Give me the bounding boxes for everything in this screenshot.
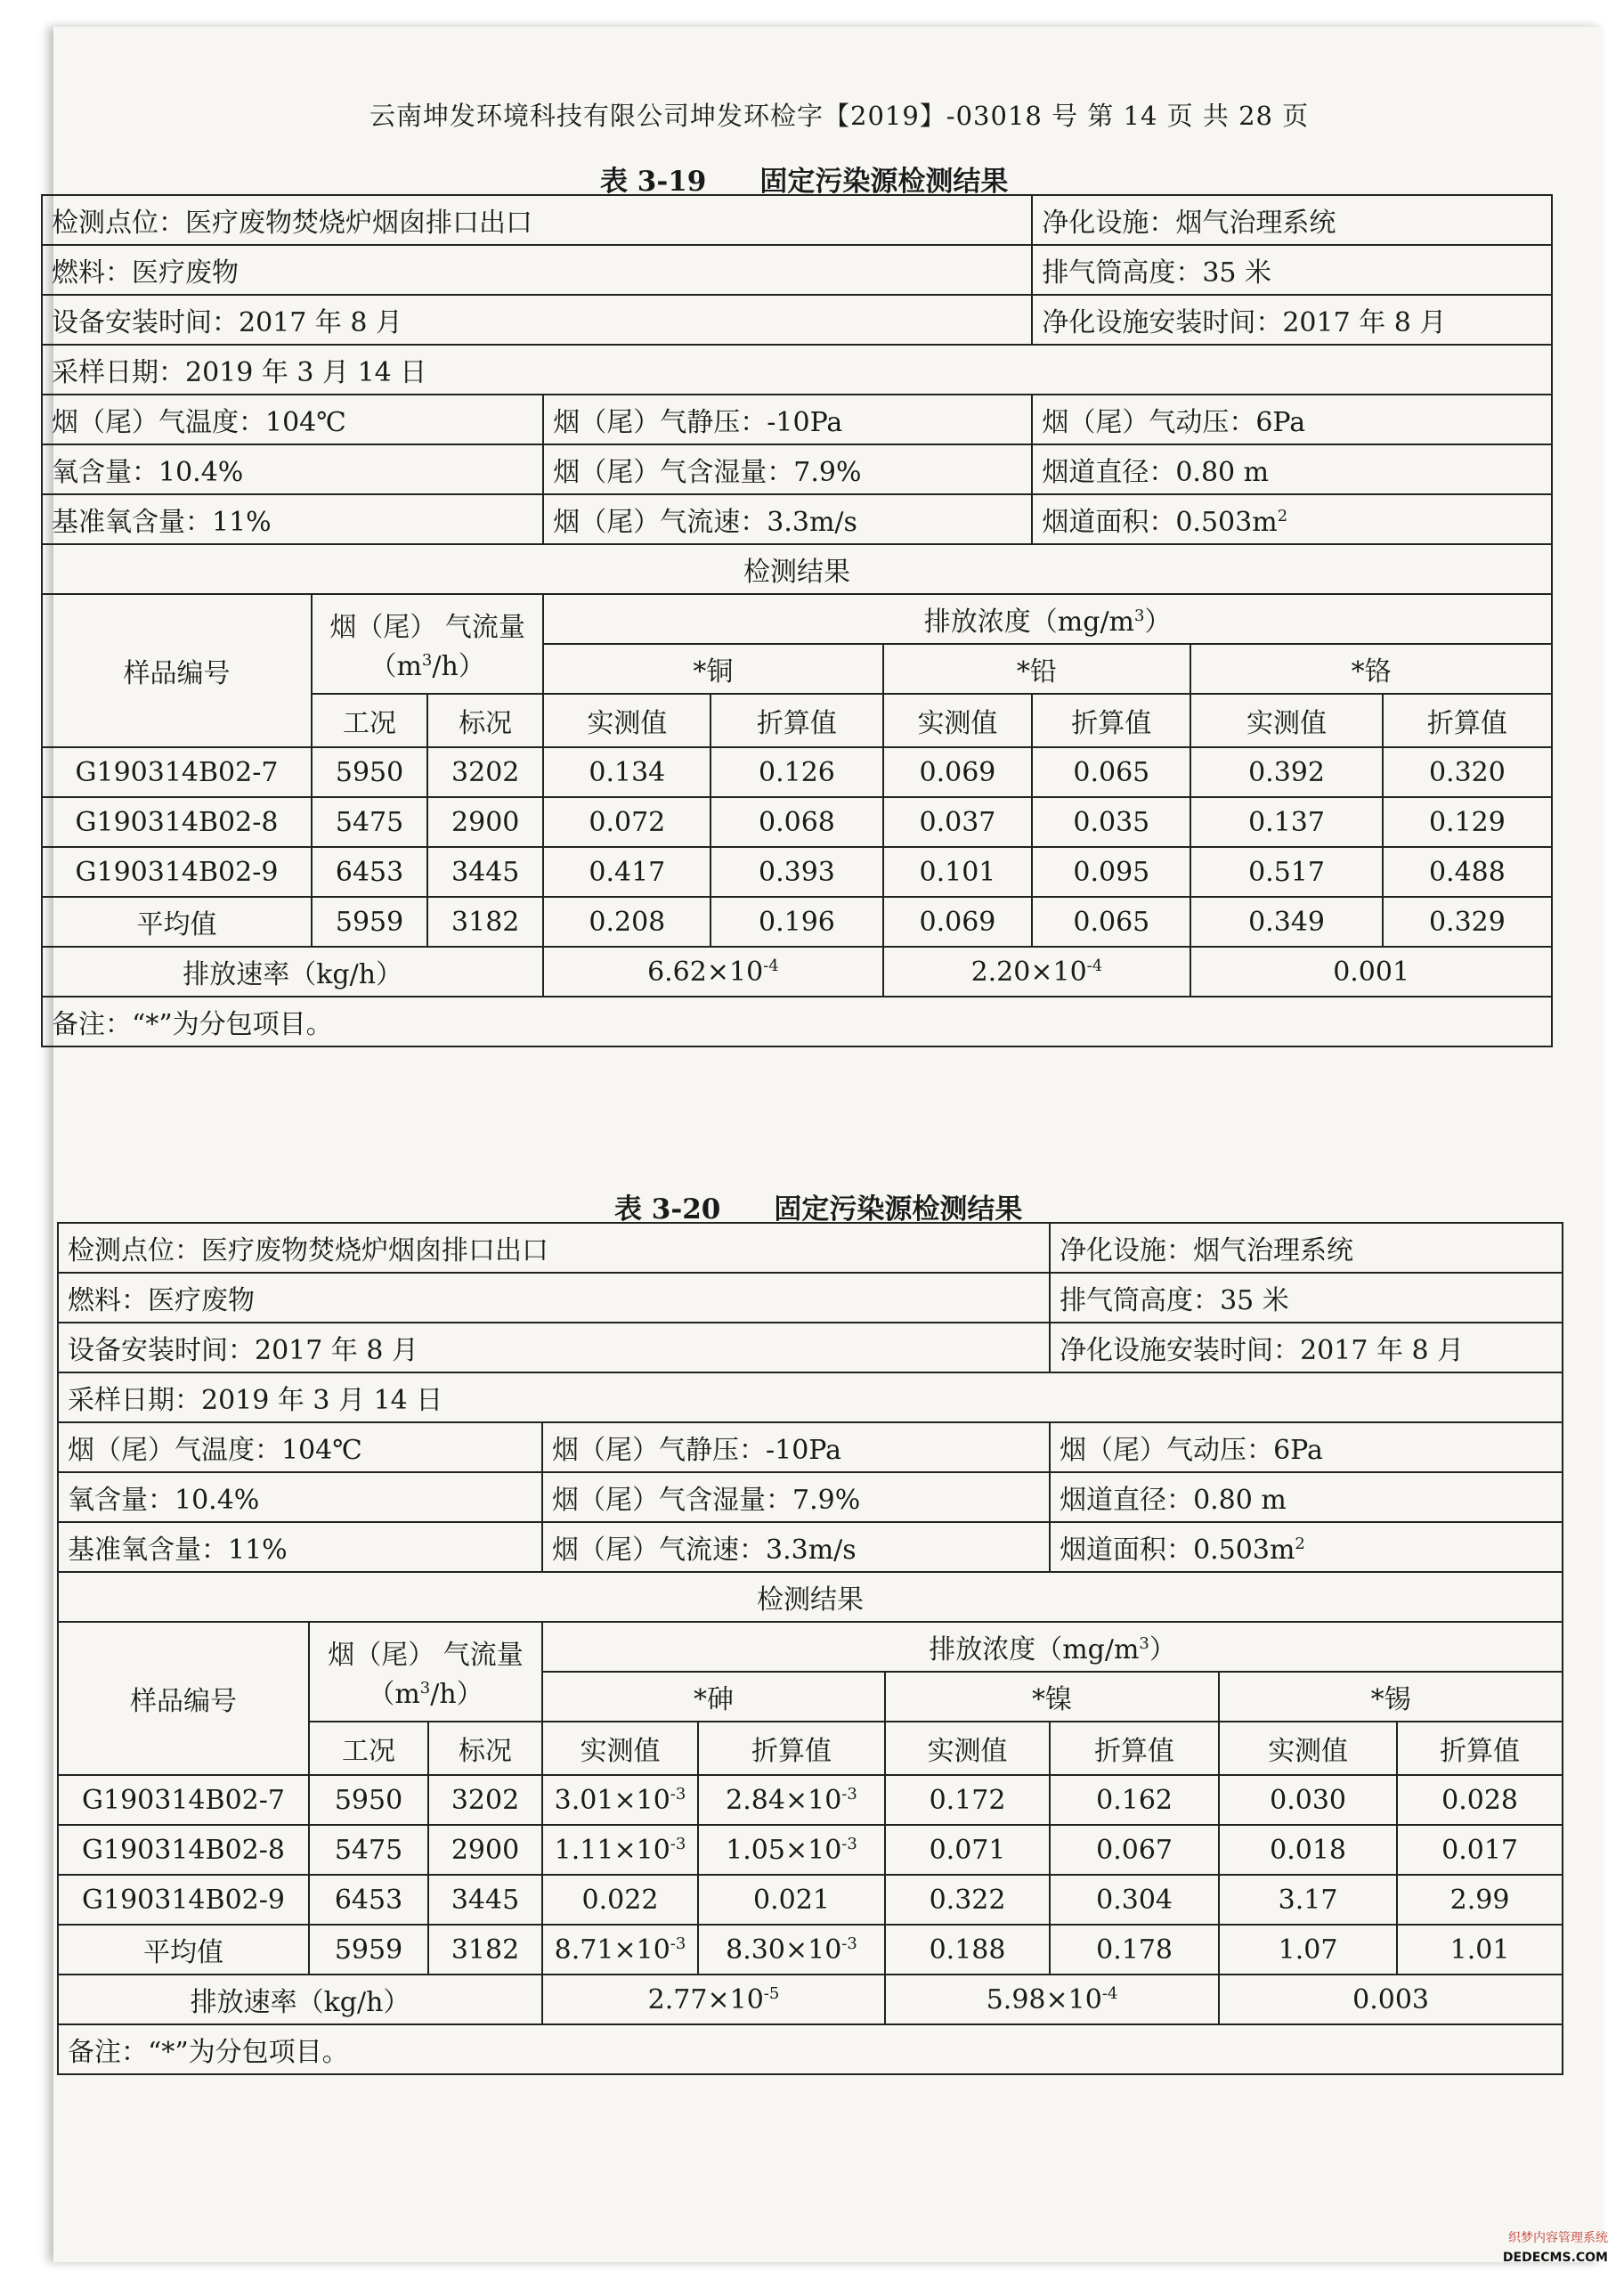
rate-row bbox=[58, 1975, 1563, 2024]
converted-header: 折算值 bbox=[1050, 1722, 1219, 1775]
info-stack-height: 排气筒高度：35 米 bbox=[1050, 1273, 1563, 1323]
sample-id-cell: G190314B02-8 bbox=[58, 1825, 309, 1875]
sample-id-cell: 平均值 bbox=[58, 1925, 309, 1975]
value-cell: 0.068 bbox=[710, 797, 882, 847]
pollutant-header: *砷 bbox=[542, 1672, 885, 1722]
value-cell: 0.035 bbox=[1032, 797, 1190, 847]
info-static-pressure: 烟（尾）气静压：-10Pa bbox=[542, 1422, 1050, 1472]
value-cell: 0.126 bbox=[710, 747, 882, 797]
info-equip-time: 设备安装时间：2017 年 8 月 bbox=[58, 1323, 1050, 1372]
value-cell: 0.065 bbox=[1032, 897, 1190, 947]
info-row bbox=[58, 1273, 1563, 1323]
flow-cell: 5475 bbox=[309, 1825, 428, 1875]
info-gas-temp: 烟（尾）气温度：104℃ bbox=[42, 395, 543, 444]
col-flow-header: 烟（尾） 气流量 $(m^3/h)$ bbox=[309, 1622, 542, 1722]
info-stack-height: 排气筒高度：35 米 bbox=[1032, 245, 1552, 295]
watermark-logo: 织梦内容管理系统 DEDECMS.COM bbox=[1502, 2231, 1608, 2265]
measured-header: 实测值 bbox=[543, 694, 710, 747]
sample-id-cell: G190314B02-7 bbox=[42, 747, 312, 797]
info-row bbox=[58, 1472, 1563, 1522]
info-flue-area: 烟道面积：$0.503m^2$ bbox=[1050, 1522, 1563, 1572]
value-cell: 0.017 bbox=[1397, 1825, 1563, 1875]
measured-header: 实测值 bbox=[1219, 1722, 1397, 1775]
value-cell: 0.021 bbox=[698, 1875, 885, 1925]
value-cell: 0.322 bbox=[885, 1875, 1050, 1925]
info-humidity: 烟（尾）气含湿量：7.9% bbox=[542, 1472, 1050, 1522]
value-cell: 0.349 bbox=[1190, 897, 1383, 947]
rate-value: $2.20\times 10^{-4}$ bbox=[883, 947, 1191, 997]
flow-cell: 6453 bbox=[312, 847, 427, 897]
flow-cell: 5959 bbox=[309, 1925, 428, 1975]
info-row bbox=[58, 1323, 1563, 1372]
sample-id-cell: G190314B02-8 bbox=[42, 797, 312, 847]
value-cell: 0.517 bbox=[1190, 847, 1383, 897]
info-base-oxygen: 基准氧含量：11% bbox=[58, 1522, 542, 1572]
flow-cell: 3182 bbox=[427, 897, 543, 947]
info-base-oxygen: 基准氧含量：11% bbox=[42, 494, 543, 544]
flow-cell: 6453 bbox=[309, 1875, 428, 1925]
value-cell: $8.71\times 10^{-3}$ bbox=[542, 1925, 698, 1975]
pollutant-header: *铬 bbox=[1190, 644, 1552, 694]
converted-header: 折算值 bbox=[710, 694, 882, 747]
monitoring-table bbox=[41, 194, 1553, 1047]
measured-header: 实测值 bbox=[883, 694, 1033, 747]
value-cell: 0.162 bbox=[1050, 1775, 1219, 1825]
value-cell: $8.30\times 10^{-3}$ bbox=[698, 1925, 885, 1975]
col-std-header: 标况 bbox=[428, 1722, 542, 1775]
table-caption: 固定污染源检测结果 bbox=[774, 1193, 1023, 1226]
value-cell: 0.134 bbox=[543, 747, 710, 797]
pollutant-header: *铜 bbox=[543, 644, 882, 694]
info-sample-date: 采样日期：2019 年 3 月 14 日 bbox=[42, 345, 1552, 395]
flow-cell: 5950 bbox=[309, 1775, 428, 1825]
table-title bbox=[614, 1186, 1022, 1226]
document-page bbox=[53, 27, 1603, 2262]
info-flue-area: 烟道面积：$0.503m^2$ bbox=[1032, 494, 1552, 544]
flow-cell: 5959 bbox=[312, 897, 427, 947]
info-velocity: 烟（尾）气流速：3.3m/s bbox=[543, 494, 1032, 544]
value-cell: $1.05\times 10^{-3}$ bbox=[698, 1825, 885, 1875]
col-sample-header: 样品编号 bbox=[58, 1622, 309, 1775]
header-row bbox=[58, 1622, 1563, 1672]
rate-value: $6.62\times 10^{-4}$ bbox=[543, 947, 882, 997]
value-cell: 0.069 bbox=[883, 747, 1033, 797]
table-row bbox=[58, 1925, 1563, 1975]
value-cell: $1.11\times 10^{-3}$ bbox=[542, 1825, 698, 1875]
data-rows bbox=[42, 747, 1552, 947]
table-row bbox=[58, 1775, 1563, 1825]
info-static-pressure: 烟（尾）气静压：-10Pa bbox=[543, 395, 1032, 444]
info-row bbox=[42, 345, 1552, 395]
table-row bbox=[42, 747, 1552, 797]
value-cell: 0.188 bbox=[885, 1925, 1050, 1975]
col-conc-header: 排放浓度$(mg/m^3)$ bbox=[542, 1622, 1563, 1672]
info-humidity: 烟（尾）气含湿量：7.9% bbox=[543, 444, 1032, 494]
info-flue-diameter: 烟道直径：0.80 m bbox=[1050, 1472, 1563, 1522]
value-cell: 0.022 bbox=[542, 1875, 698, 1925]
table-caption: 固定污染源检测结果 bbox=[759, 166, 1009, 198]
value-cell: 0.018 bbox=[1219, 1825, 1397, 1875]
flow-cell: 5475 bbox=[312, 797, 427, 847]
value-cell: 0.028 bbox=[1397, 1775, 1563, 1825]
value-cell: 2.99 bbox=[1397, 1875, 1563, 1925]
rate-value: 0.003 bbox=[1219, 1975, 1563, 2024]
pollutant-header: *镍 bbox=[885, 1672, 1219, 1722]
info-row bbox=[42, 444, 1552, 494]
info-sample-date: 采样日期：2019 年 3 月 14 日 bbox=[58, 1372, 1563, 1422]
table-row bbox=[58, 1825, 1563, 1875]
value-cell: 0.178 bbox=[1050, 1925, 1219, 1975]
value-cell: 0.067 bbox=[1050, 1825, 1219, 1875]
sample-id-cell: G190314B02-7 bbox=[58, 1775, 309, 1825]
converted-header: 折算值 bbox=[1032, 694, 1190, 747]
converted-header: 折算值 bbox=[1383, 694, 1552, 747]
table-title bbox=[600, 159, 1008, 199]
data-rows bbox=[58, 1775, 1563, 1975]
info-gas-temp: 烟（尾）气温度：104℃ bbox=[58, 1422, 542, 1472]
value-cell: 0.065 bbox=[1032, 747, 1190, 797]
col-sample-header: 样品编号 bbox=[42, 594, 312, 747]
measured-header: 实测值 bbox=[542, 1722, 698, 1775]
value-cell: 0.417 bbox=[543, 847, 710, 897]
converted-header: 折算值 bbox=[1397, 1722, 1563, 1775]
value-cell: 0.137 bbox=[1190, 797, 1383, 847]
header-row bbox=[42, 594, 1552, 644]
flow-cell: 3202 bbox=[427, 747, 543, 797]
col-std-header: 标况 bbox=[427, 694, 543, 747]
info-oxygen: 氧含量：10.4% bbox=[58, 1472, 542, 1522]
table-row bbox=[42, 897, 1552, 947]
flow-cell: 3202 bbox=[428, 1775, 542, 1825]
info-row bbox=[42, 295, 1552, 345]
value-cell: 0.072 bbox=[543, 797, 710, 847]
col-flow-header: 烟（尾） 气流量 $(m^3/h)$ bbox=[312, 594, 543, 694]
info-row bbox=[58, 1522, 1563, 1572]
value-cell: 0.095 bbox=[1032, 847, 1190, 897]
rate-value: 0.001 bbox=[1190, 947, 1552, 997]
converted-header: 折算值 bbox=[698, 1722, 885, 1775]
measured-header: 实测值 bbox=[885, 1722, 1050, 1775]
info-equip-time: 设备安装时间：2017 年 8 月 bbox=[42, 295, 1032, 345]
table-note: 备注：“*”为分包项目。 bbox=[42, 997, 1552, 1046]
flow-cell: 3445 bbox=[428, 1875, 542, 1925]
info-purify: 净化设施：烟气治理系统 bbox=[1050, 1223, 1563, 1273]
value-cell: 0.196 bbox=[710, 897, 882, 947]
value-cell: $2.84\times 10^{-3}$ bbox=[698, 1775, 885, 1825]
info-row bbox=[42, 395, 1552, 444]
value-cell: 0.329 bbox=[1383, 897, 1552, 947]
value-cell: 0.101 bbox=[883, 847, 1033, 897]
info-row bbox=[42, 245, 1552, 295]
value-cell: 0.172 bbox=[885, 1775, 1050, 1825]
rate-row bbox=[42, 947, 1552, 997]
results-title: 检测结果 bbox=[58, 1572, 1563, 1622]
rate-label: 排放速率（kg/h） bbox=[58, 1975, 542, 2024]
table-row bbox=[42, 797, 1552, 847]
info-oxygen: 氧含量：10.4% bbox=[42, 444, 543, 494]
info-location: 检测点位：医疗废物焚烧炉烟囱排口出口 bbox=[58, 1223, 1050, 1273]
results-title-row bbox=[58, 1572, 1563, 1622]
info-row bbox=[58, 1223, 1563, 1273]
value-cell: 1.01 bbox=[1397, 1925, 1563, 1975]
info-flue-diameter: 烟道直径：0.80 m bbox=[1032, 444, 1552, 494]
col-conc-header: 排放浓度$(mg/m^3)$ bbox=[543, 594, 1552, 644]
rate-value: $5.98\times 10^{-4}$ bbox=[885, 1975, 1219, 2024]
info-fuel: 燃料：医疗废物 bbox=[42, 245, 1032, 295]
col-work-header: 工况 bbox=[309, 1722, 428, 1775]
table-note: 备注：“*”为分包项目。 bbox=[58, 2024, 1563, 2074]
value-cell: 0.304 bbox=[1050, 1875, 1219, 1925]
value-cell: 1.07 bbox=[1219, 1925, 1397, 1975]
value-cell: 0.071 bbox=[885, 1825, 1050, 1875]
info-row bbox=[42, 494, 1552, 544]
value-cell: 0.069 bbox=[883, 897, 1033, 947]
table-number: 表 3-19 bbox=[600, 166, 707, 198]
info-location: 检测点位：医疗废物焚烧炉烟囱排口出口 bbox=[42, 195, 1032, 245]
value-cell: $3.01\times 10^{-3}$ bbox=[542, 1775, 698, 1825]
info-row bbox=[58, 1372, 1563, 1422]
info-row bbox=[42, 195, 1552, 245]
pollutant-header: *锡 bbox=[1219, 1672, 1563, 1722]
results-title-row bbox=[42, 544, 1552, 594]
flow-cell: 2900 bbox=[428, 1825, 542, 1875]
col-work-header: 工况 bbox=[312, 694, 427, 747]
rate-label: 排放速率（kg/h） bbox=[42, 947, 543, 997]
info-velocity: 烟（尾）气流速：3.3m/s bbox=[542, 1522, 1050, 1572]
sample-id-cell: G190314B02-9 bbox=[42, 847, 312, 897]
note-row bbox=[58, 2024, 1563, 2074]
table-row bbox=[58, 1875, 1563, 1925]
flow-cell: 3182 bbox=[428, 1925, 542, 1975]
value-cell: 0.037 bbox=[883, 797, 1033, 847]
value-cell: 0.488 bbox=[1383, 847, 1552, 897]
pollutant-header: *铅 bbox=[883, 644, 1191, 694]
value-cell: 0.320 bbox=[1383, 747, 1552, 797]
info-fuel: 燃料：医疗废物 bbox=[58, 1273, 1050, 1323]
info-row bbox=[58, 1422, 1563, 1472]
sample-id-cell: G190314B02-9 bbox=[58, 1875, 309, 1925]
value-cell: 0.208 bbox=[543, 897, 710, 947]
info-purify: 净化设施：烟气治理系统 bbox=[1032, 195, 1552, 245]
results-title: 检测结果 bbox=[42, 544, 1552, 594]
info-dynamic-pressure: 烟（尾）气动压：6Pa bbox=[1032, 395, 1552, 444]
monitoring-table bbox=[57, 1222, 1563, 2075]
rate-value: $2.77\times 10^{-5}$ bbox=[542, 1975, 885, 2024]
value-cell: 0.030 bbox=[1219, 1775, 1397, 1825]
value-cell: 0.393 bbox=[710, 847, 882, 897]
info-purify-time: 净化设施安装时间：2017 年 8 月 bbox=[1050, 1323, 1563, 1372]
page-header: 云南坤发环境科技有限公司坤发环检字【2019】-03018 号 第 14 页 共 28 页 bbox=[369, 101, 1310, 131]
measured-header: 实测值 bbox=[1190, 694, 1383, 747]
value-cell: 0.392 bbox=[1190, 747, 1383, 797]
sample-id-cell: 平均值 bbox=[42, 897, 312, 947]
info-dynamic-pressure: 烟（尾）气动压：6Pa bbox=[1050, 1422, 1563, 1472]
info-purify-time: 净化设施安装时间：2017 年 8 月 bbox=[1032, 295, 1552, 345]
table-number: 表 3-20 bbox=[614, 1193, 721, 1226]
flow-cell: 2900 bbox=[427, 797, 543, 847]
flow-cell: 5950 bbox=[312, 747, 427, 797]
value-cell: 3.17 bbox=[1219, 1875, 1397, 1925]
flow-cell: 3445 bbox=[427, 847, 543, 897]
table-row bbox=[42, 847, 1552, 897]
note-row bbox=[42, 997, 1552, 1046]
value-cell: 0.129 bbox=[1383, 797, 1552, 847]
